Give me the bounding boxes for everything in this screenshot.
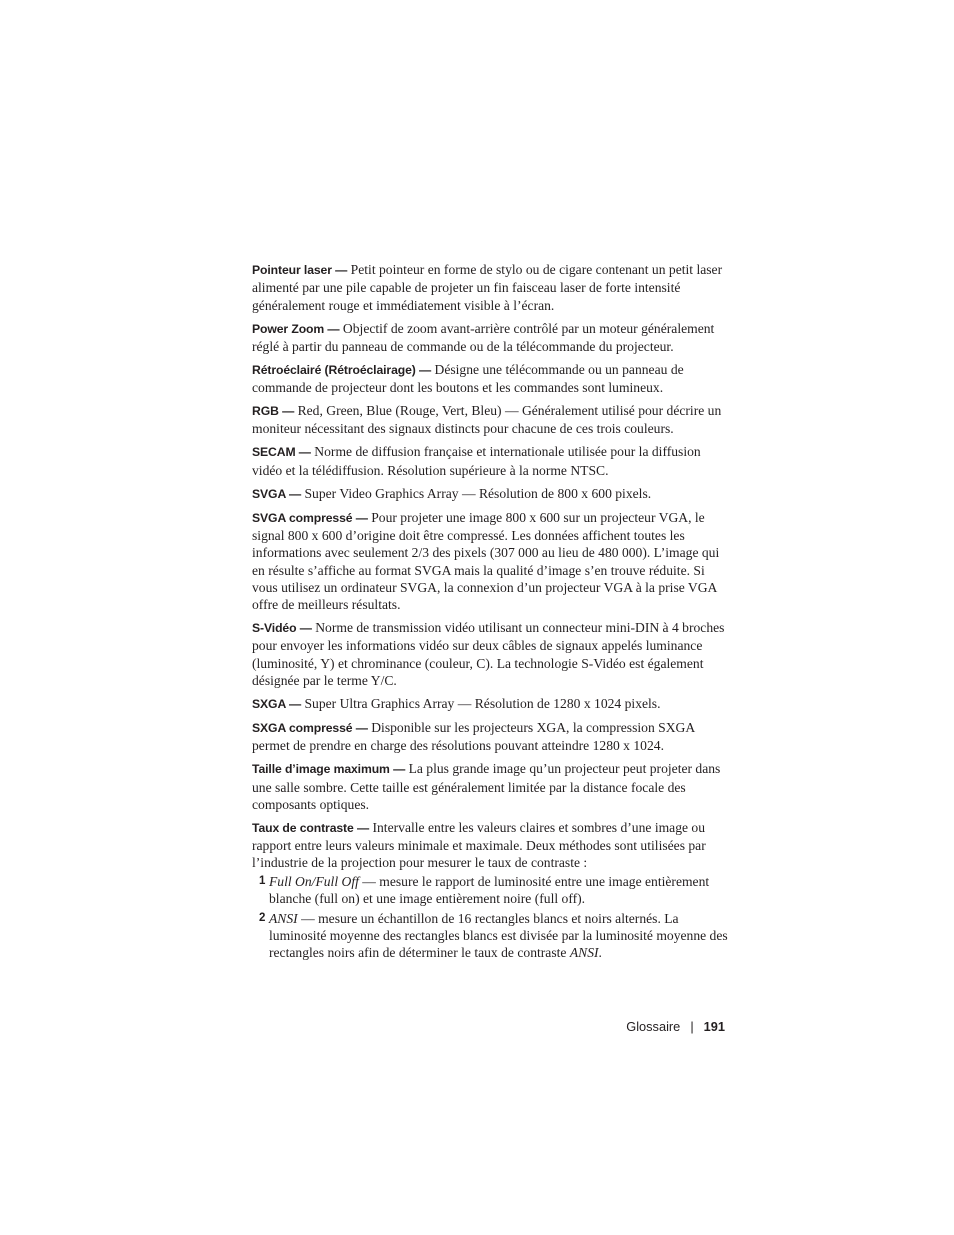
- entry-definition: Super Ultra Graphics Array — Résolution de 1280 x 1024 pixels.: [304, 696, 661, 712]
- page-number: 191: [703, 1019, 725, 1034]
- entry-definition: Red, Green, Blue (Rouge, Vert, Bleu) — Généralement utilisé pour décrire un moniteur nécessitant des signaux distincts pour chacune de ces trois couleurs.: [252, 403, 722, 437]
- glossary-entry-rgb: [252, 402, 730, 438]
- glossary-entry-secam: [252, 443, 730, 479]
- method-description: — mesure le rapport de luminosité entre une image entièrement blanche (full on) et une image entièrement noire (full off).: [269, 873, 710, 907]
- entry-definition: La plus grande image qu’un projecteur peut projeter dans une salle sombre. Cette taille est généralement limitée par la distance focale des composants optiques.: [252, 761, 721, 812]
- entry-term: SXGA —: [252, 697, 302, 712]
- page-footer: [600, 1019, 725, 1034]
- glossary-entry-sxga-compresse: [252, 719, 730, 755]
- entry-definition: Intervalle entre les valeurs claires et sombres d’une image ou rapport entre leurs valeurs minimale et maximale. Deux méthodes sont utilisées par l’industrie de la projection pour mesurer le taux de contraste :: [252, 819, 706, 871]
- glossary-entry-taille-image-maximum: [252, 760, 730, 813]
- footer-separator: |: [690, 1019, 694, 1034]
- glossary-content: [252, 261, 730, 964]
- entry-term: Power Zoom —: [252, 321, 340, 336]
- entry-term: Pointeur laser —: [252, 263, 348, 277]
- method-name-inline: ANSI: [569, 945, 599, 961]
- list-item-number: 1: [259, 874, 266, 887]
- entry-term: SECAM —: [252, 445, 311, 460]
- glossary-entry-s-video: [252, 619, 730, 689]
- entry-term: RGB —: [252, 404, 295, 419]
- entry-definition: Objectif de zoom avant-arrière contrôlé par un moteur généralement réglé à partir du panneau de commande ou de la télécommande du projecteur.: [252, 320, 715, 354]
- glossary-entry-sxga: [252, 695, 730, 713]
- entry-term: SXGA compressé —: [252, 721, 368, 736]
- entry-definition: Désigne une télécommande ou un panneau de commande de projecteur dont les boutons et les commandes sont lumineux.: [252, 361, 684, 396]
- glossary-entry-retroeclaire: [252, 361, 730, 397]
- entry-term: SVGA —: [252, 486, 302, 501]
- entry-definition: Super Video Graphics Array — Résolution de 800 x 600 pixels.: [304, 485, 652, 501]
- glossary-entry-svga: [252, 485, 730, 503]
- glossary-entry-taux-de-contraste: [252, 819, 730, 872]
- list-item: [252, 910, 730, 962]
- entry-definition: Norme de diffusion française et internationale utilisée pour la diffusion vidéo et la télédiffusion. Résolution supérieure à la norme NTSC.: [252, 444, 701, 478]
- entry-term: SVGA compressé —: [252, 510, 368, 525]
- method-name: Full On/Full Off: [269, 873, 359, 889]
- method-name: ANSI: [269, 910, 298, 926]
- entry-term: Taux de contraste —: [252, 820, 370, 835]
- list-item: [252, 873, 730, 908]
- glossary-entry-pointeur-laser: [252, 261, 730, 314]
- entry-term: S-Vidéo —: [252, 621, 312, 636]
- glossary-entry-svga-compresse: [252, 509, 730, 614]
- entry-definition: Pour projeter une image 800 x 600 sur un projecteur VGA, le signal 800 x 600 d’origine doit être compressé. Les données affichent toutes les informations avec seulement 2/3 des pixels (307 000 au lieu de 480 000). L’image qui en résulte s’affiche au format SVGA mais la qualité d’image s’en trouve réduite. Si vous utilisez un ordinateur SVGA, la connexion d’un projecteur VGA à la prise VGA offre de meilleurs résultats.: [252, 509, 720, 613]
- entry-term: Rétroéclairé (Rétroéclairage) —: [252, 362, 432, 377]
- method-description-end: .: [598, 945, 602, 961]
- method-description: — mesure un échantillon de 16 rectangles blancs et noirs alternés. La luminosité moyenne des rectangles blancs est divisée par la luminosité moyenne des rectangles noirs afin de déterminer le taux de contraste: [269, 910, 728, 961]
- list-item-number: 2: [259, 911, 266, 924]
- entry-definition: Petit pointeur en forme de stylo ou de cigare contenant un petit laser alimenté par une pile capable de projeter un fin faisceau laser de forte intensité généralement rouge et immédiatement visible à l’écran.: [252, 262, 723, 313]
- section-name: Glossaire: [626, 1019, 681, 1034]
- entry-definition: Norme de transmission vidéo utilisant un connecteur mini-DIN à 4 broches pour envoyer les informations vidéo sur deux câbles de signaux appelés luminance (luminosité, Y) et chrominance (couleur, C). La technologie S-Vidéo est également désignée par le terme Y/C.: [252, 620, 725, 689]
- contrast-methods-list: [252, 873, 730, 962]
- entry-definition: Disponible sur les projecteurs XGA, la compression SXGA permet de prendre en charge des résolutions pouvant atteindre 1280 x 1024.: [252, 720, 695, 754]
- glossary-entry-power-zoom: [252, 320, 730, 356]
- entry-term: Taille d’image maximum —: [252, 762, 406, 777]
